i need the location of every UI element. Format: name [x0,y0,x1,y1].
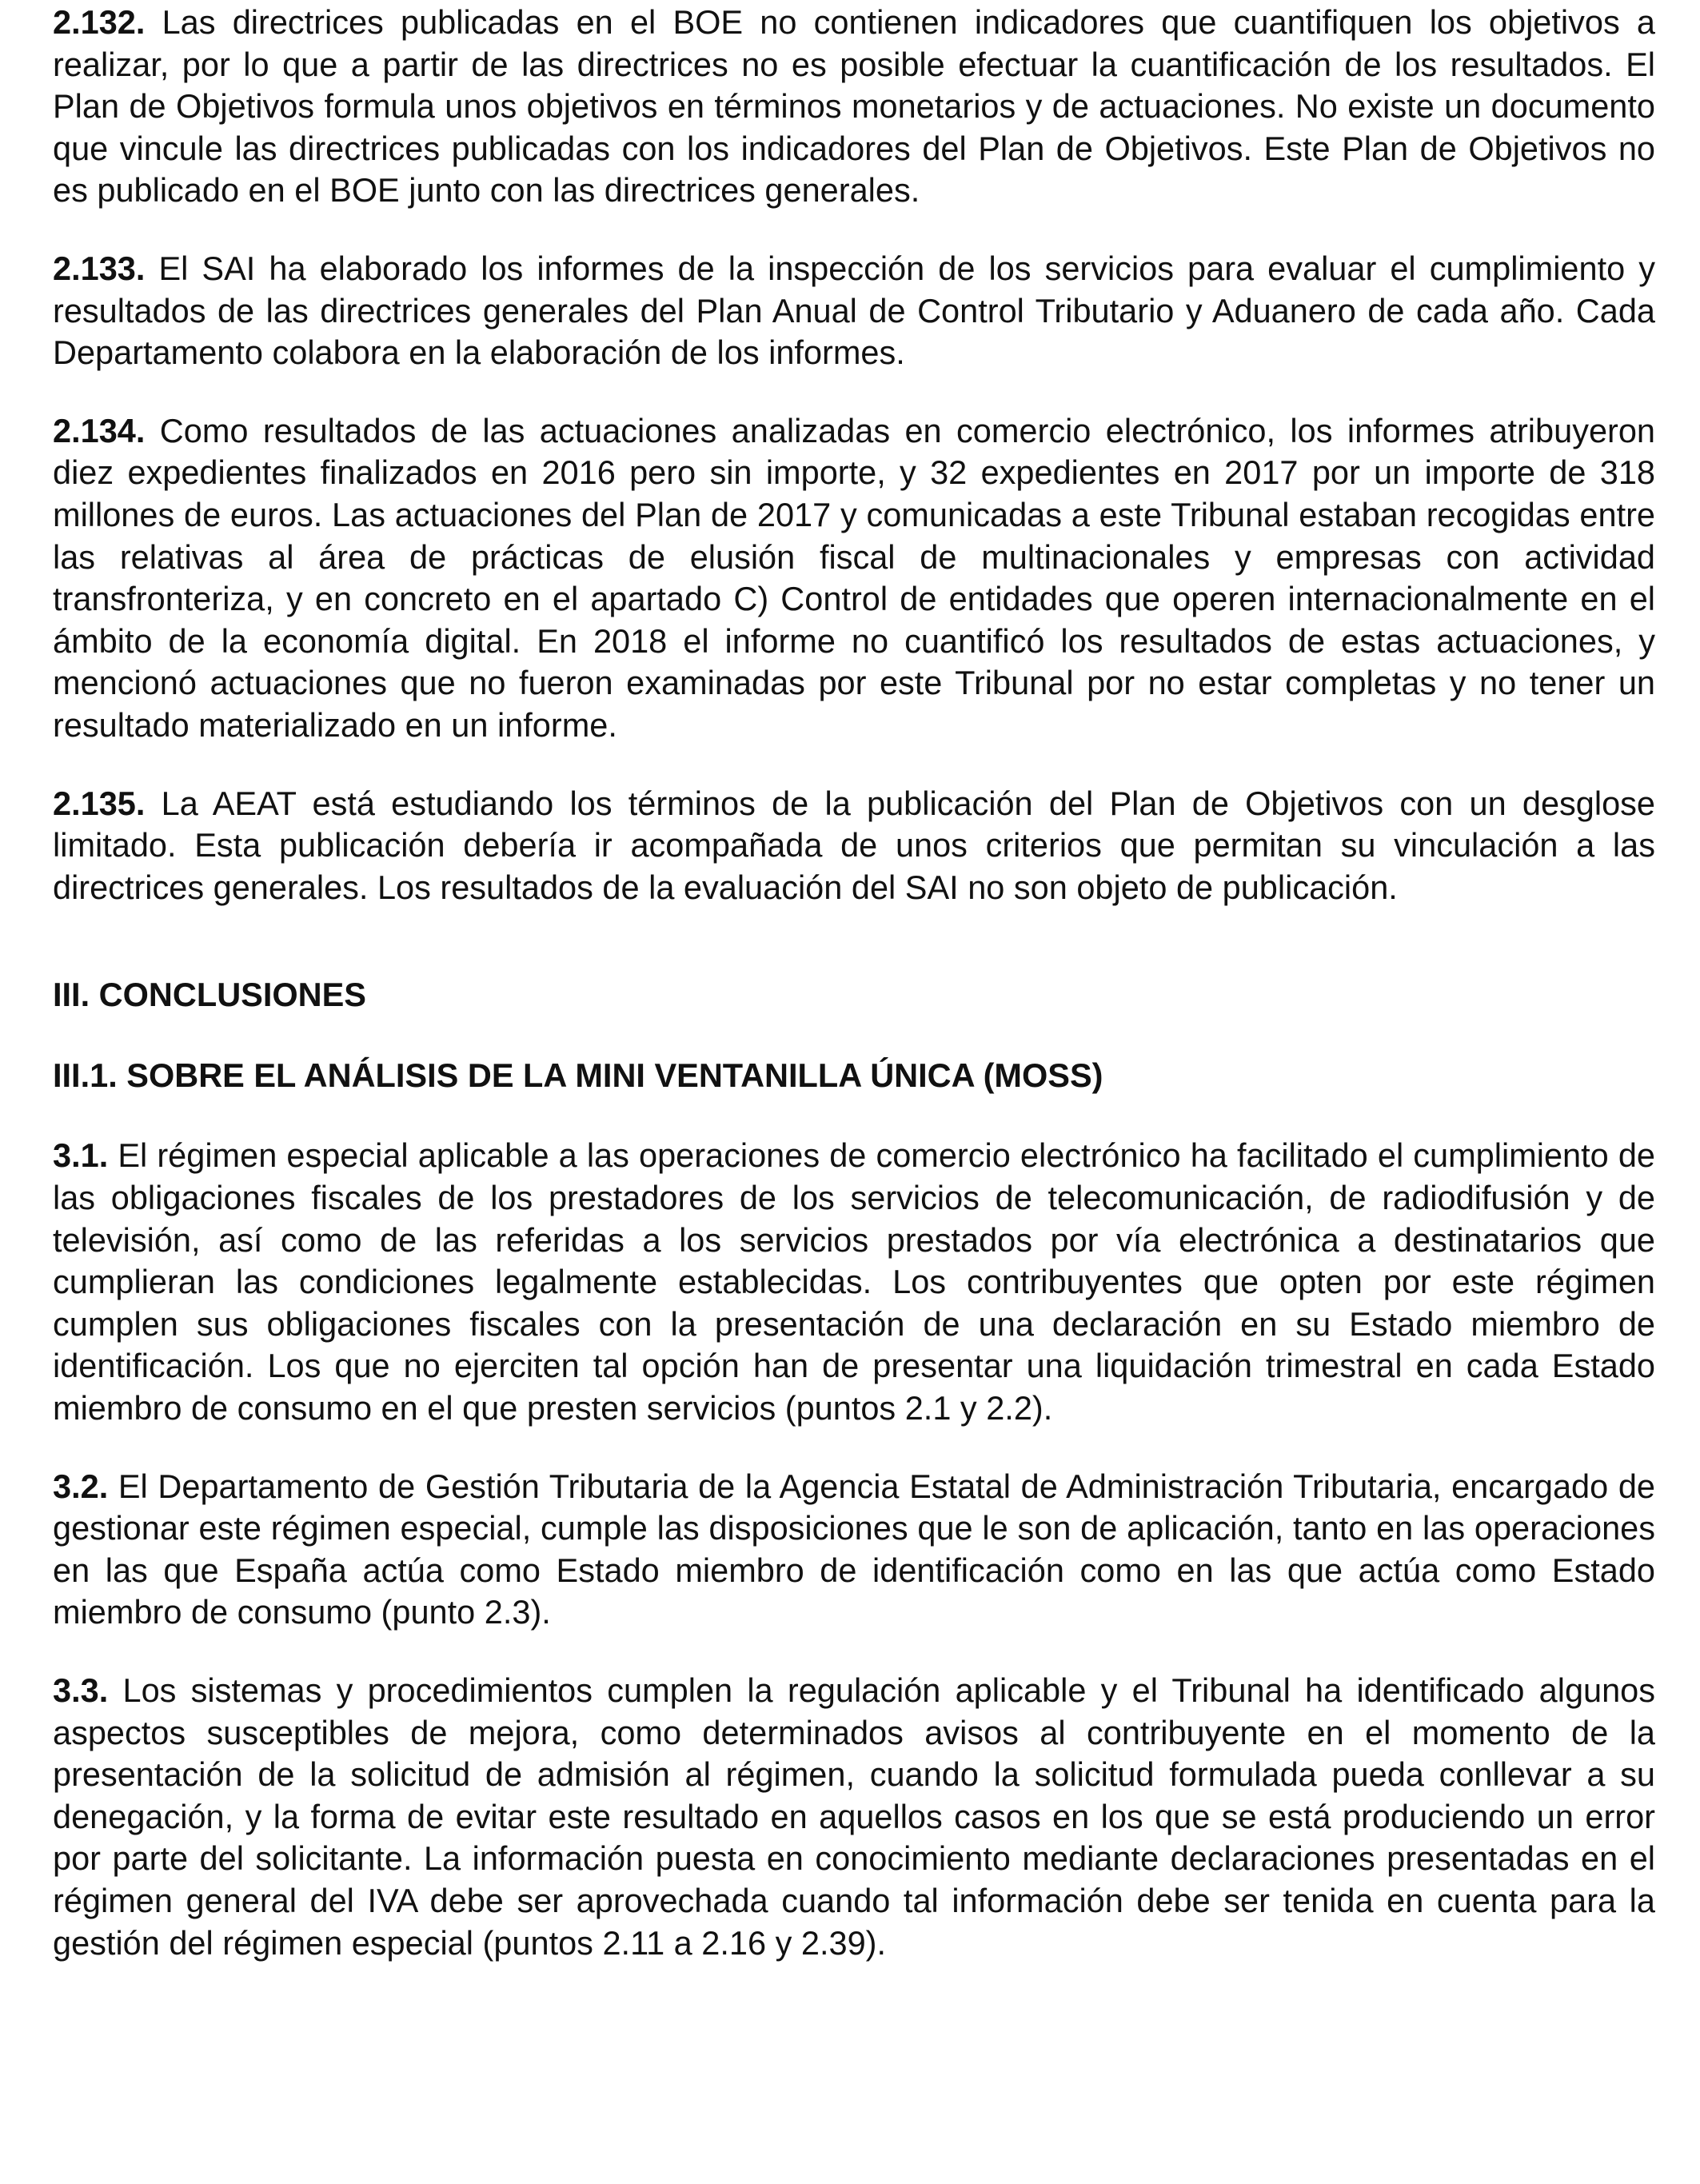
paragraph-text: La AEAT está estudiando los términos de la publicación del Plan de Objetivos con un desglose limitado. Esta publicación debería ir acompañada de unos criterios que permitan su vinculación a las directrices generales. Los resultados de la evaluación del SAI no son objeto de publicación. [53,784,1655,906]
paragraph-text: El régimen especial aplicable a las operaciones de comercio electrónico ha facilitado el cumplimiento de las obligaciones fiscales de los prestadores de los servicios de telecomunicación, de radiodifusión y de televisión, así como de las referidas a los servicios prestados por vía electrónica a destinatarios que cumplieran las condiciones legalmente establecidas. Los contribuyentes que opten por este régimen cumplen sus obligaciones fiscales con la presentación de una declaración en su Estado miembro de identificación. Los que no ejerciten tal opción han de presentar una liquidación trimestral en cada Estado miembro de consumo en el que presten servicios (puntos 2.1 y 2.2). [53,1136,1656,1427]
paragraph-text: Los sistemas y procedimientos cumplen la regulación aplicable y el Tribunal ha identificado algunos aspectos susceptibles de mejora, como determinados avisos al contribuyente en el momento de la presentación de la solicitud de admisión al régimen, cuando la solicitud formulada pueda conllevar a su denegación, y la forma de evitar este resultado en aquellos casos en los que se está produciendo un error por parte del solicitante. La información puesta en conocimiento mediante declaraciones presentadas en el régimen general del IVA debe ser aprovechada cuando tal información debe ser tenida en cuenta para la gestión del régimen especial (puntos 2.11 a 2.16 y 2.39). [53,1671,1656,1962]
paragraph-text: Las directrices publicadas en el BOE no contienen indicadores que cuantifiquen los objetivos a realizar, por lo que a partir de las directrices no es posible efectuar la cuantificación de los resultados. El Plan de Objetivos formula unos objetivos en términos monetarios y de actuaciones. No existe un documento que vincule las directrices publicadas con los indicadores del Plan de Objetivos. Este Plan de Objetivos no es publicado en el BOE junto con las directrices generales. [53,3,1655,210]
paragraph-2-132 [53,2,1655,212]
paragraph-2-134 [53,410,1655,747]
paragraph-number: 2.133. [53,249,146,287]
paragraph-3-1 [53,1135,1655,1429]
document-page [53,2,1655,2000]
paragraph-number: 2.132. [53,3,146,41]
section-title: III. CONCLUSIONES [53,976,366,1014]
paragraph-number: 3.1. [53,1136,109,1175]
paragraph-text: El Departamento de Gestión Tributaria de la Agencia Estatal de Administración Tributaria, encargado de gestionar este régimen especial, cumple las disposiciones que le son de aplicación, tanto en las operaciones en las que España actúa como Estado miembro de identificación como en las que actúa como Estado miembro de consumo (punto 2.3). [53,1467,1655,1631]
paragraph-3-2 [53,1466,1655,1634]
paragraph-number: 3.2. [53,1467,109,1505]
paragraph-2-135 [53,783,1655,909]
paragraph-number: 2.135. [53,784,146,822]
paragraph-3-3 [53,1670,1655,1964]
paragraph-text: El SAI ha elaborado los informes de la inspección de los servicios para evaluar el cumplimiento y resultados de las directrices generales del Plan Anual de Control Tributario y Aduanero de cada año. Cada Departamento colabora en la elaboración de los informes. [53,249,1655,372]
paragraph-text: Como resultados de las actuaciones analizadas en comercio electrónico, los informes atribuyeron diez expedientes finalizados en 2016 pero sin importe, y 32 expedientes en 2017 por un importe de 318 millones de euros. Las actuaciones del Plan de 2017 y comunicadas a este Tribunal estaban recogidas entre las relativas al área de prácticas de elusión fiscal de multinacionales y empresas con actividad transfronteriza, y en concreto en el apartado C) Control de entidades que operen internacionalmente en el ámbito de la economía digital. En 2018 el informe no cuantificó los resultados de estas actuaciones, y mencionó actuaciones que no fueron examinadas por este Tribunal por no estar completas y no tener un resultado materializado en un informe. [53,411,1656,744]
paragraph-number: 3.3. [53,1671,109,1709]
paragraph-number: 2.134. [53,411,146,449]
subsection-title: III.1. SOBRE EL ANÁLISIS DE LA MINI VENTANILLA ÚNICA (MOSS) [53,1056,1103,1094]
paragraph-2-133 [53,248,1655,374]
